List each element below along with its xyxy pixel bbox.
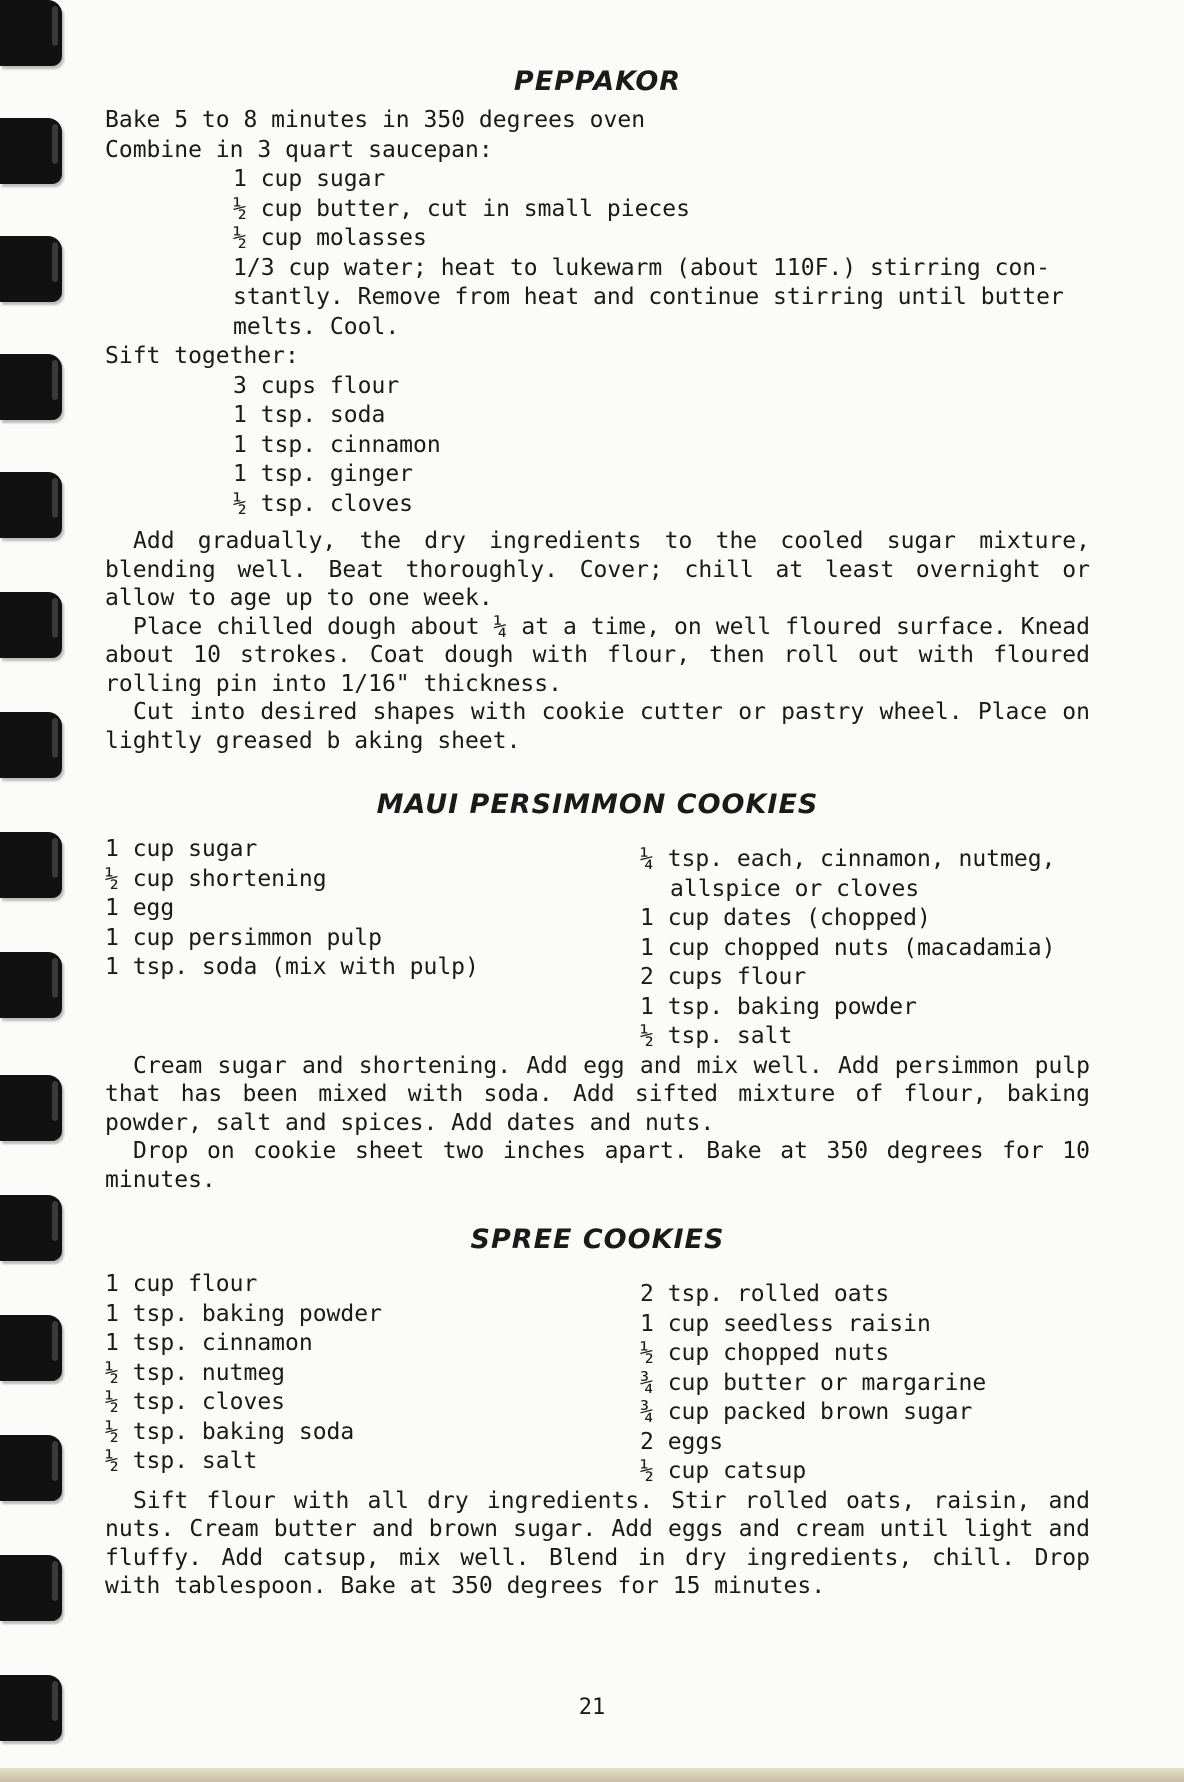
recipe-content xyxy=(105,58,1090,1601)
binding-ring xyxy=(0,236,62,302)
bake-instruction: Bake 5 to 8 minutes in 350 degrees oven xyxy=(105,107,646,133)
instruction-paragraph: Cut into desired shapes with cookie cutter or pastry wheel. Place on lightly greased b aking sheet. xyxy=(105,699,1090,754)
binding-ring xyxy=(0,1195,62,1261)
instruction-paragraph: Cream sugar and shortening. Add egg and mix well. Add persimmon pulp that has been mixed with soda. Add sifted mixture of flour, baking powder, salt and spices. Add dates and nuts. xyxy=(105,1052,1090,1136)
recipe-maui-persimmon xyxy=(105,781,1090,1194)
ingredient-line: 1 cup chopped nuts (macadamia) xyxy=(640,934,1056,961)
ingredient-line: 1 cup flour xyxy=(105,1271,258,1297)
page-bottom-edge xyxy=(0,1768,1184,1782)
ingredient-line: 1/3 cup water; heat to lukewarm (about 110F.) stirring con- xyxy=(233,254,1050,281)
ingredient-line: ½ tsp. cloves xyxy=(233,490,414,517)
ingredient-line: 1 tsp. soda xyxy=(233,402,386,428)
ingredient-line: 1 cup dates (chopped) xyxy=(640,905,931,931)
recipe-spree xyxy=(105,1216,1090,1601)
ingredient-line: ¼ tsp. each, cinnamon, nutmeg, allspice or cloves xyxy=(640,846,1056,902)
ingredient-line: 1 tsp. soda (mix with pulp) xyxy=(105,954,479,980)
instruction-paragraph: Add gradually, the dry ingredients to the cooled sugar mixture, blending well. Beat thoroughly. Cover; chill at least overnight or allow to age up to one week. xyxy=(105,528,1090,611)
ingredient-line: 1 tsp. ginger xyxy=(233,461,414,487)
ingredient-line: ½ tsp. cloves xyxy=(105,1389,286,1415)
recipe-peppakor xyxy=(105,58,1090,755)
ingredient-line: ¾ cup packed brown sugar xyxy=(640,1399,973,1425)
ingredient-line: 2 eggs xyxy=(640,1428,724,1455)
ingredient-line: ¾ cup butter or margarine xyxy=(640,1369,987,1396)
ingredient-line: 1 cup sugar xyxy=(105,836,258,862)
binding-ring xyxy=(0,354,62,420)
ingredient-columns xyxy=(105,835,1090,1052)
ingredient-line: 1 cup sugar xyxy=(233,166,386,192)
instruction-paragraph: Place chilled dough about ¼ at a time, on well floured surface. Knead about 10 strokes. Coat dough with flour, then roll out with floured rolling pin into 1/16" thickness. xyxy=(105,613,1090,697)
binding-ring xyxy=(0,1075,62,1141)
binding-ring xyxy=(0,1555,62,1621)
ingredient-line: ½ cup butter, cut in small pieces xyxy=(233,195,690,222)
spiral-binding xyxy=(0,0,70,1782)
ingredient-line: 1 tsp. cinnamon xyxy=(105,1330,313,1356)
recipe-title: SPREE COOKIES xyxy=(470,1224,725,1255)
ingredient-column-right xyxy=(640,1270,1090,1487)
ingredient-line: melts. Cool. xyxy=(233,313,400,340)
binding-ring xyxy=(0,832,62,898)
ingredient-line: 1 cup seedless raisin xyxy=(640,1310,931,1337)
sift-heading: Sift together: xyxy=(105,343,299,369)
combine-heading: Combine in 3 quart saucepan: xyxy=(105,136,493,163)
ingredient-line: ½ cup chopped nuts xyxy=(640,1340,890,1366)
ingredient-line: ½ tsp. baking soda xyxy=(105,1418,355,1445)
ingredient-line: ½ cup shortening xyxy=(105,865,327,892)
ingredient-column-left xyxy=(105,835,625,1052)
ingredient-line: stantly. Remove from heat and continue stirring until butter xyxy=(233,284,1064,310)
recipe-title: PEPPAKOR xyxy=(513,66,682,97)
binding-ring xyxy=(0,952,62,1018)
ingredient-line: ½ tsp. salt xyxy=(640,1023,793,1049)
recipe-title: MAUI PERSIMMON COOKIES xyxy=(376,789,819,820)
ingredient-line: 2 cups flour xyxy=(640,964,807,990)
ingredient-line: 1 tsp. cinnamon xyxy=(233,431,441,458)
binding-ring xyxy=(0,118,62,184)
ingredient-line: 1 egg xyxy=(105,895,175,921)
binding-ring xyxy=(0,0,62,66)
instruction-paragraph: Sift flour with all dry ingredients. Stir rolled oats, raisin, and nuts. Cream butter and brown sugar. Add eggs and cream until light and fluffy. Add catsup, mix well. Blend in dry ingredients, chill. Drop with tablespoon. Bake at 350 degrees for 15 minutes. xyxy=(105,1487,1090,1599)
ingredient-line: 1 tsp. baking powder xyxy=(640,993,917,1020)
ingredient-line: 1 cup persimmon pulp xyxy=(105,924,382,951)
page-number: 21 xyxy=(578,1695,606,1720)
binding-ring xyxy=(0,1435,62,1501)
ingredient-line: ½ cup molasses xyxy=(233,225,427,251)
binding-ring xyxy=(0,472,62,538)
binding-ring xyxy=(0,712,62,778)
binding-ring xyxy=(0,592,62,658)
ingredient-line: ½ tsp. nutmeg xyxy=(105,1359,286,1386)
ingredient-column-left xyxy=(105,1270,625,1487)
ingredient-line: ½ cup catsup xyxy=(640,1458,807,1484)
binding-ring xyxy=(0,1315,62,1381)
instruction-paragraph: Drop on cookie sheet two inches apart. Bake at 350 degrees for 10 minutes. xyxy=(105,1138,1090,1193)
ingredient-columns xyxy=(105,1270,1090,1487)
ingredient-line: ½ tsp. salt xyxy=(105,1448,258,1474)
ingredient-column-right xyxy=(640,835,1090,1052)
ingredient-line: 2 tsp. rolled oats xyxy=(640,1281,890,1307)
ingredient-line: 3 cups flour xyxy=(233,372,400,399)
ingredient-line: 1 tsp. baking powder xyxy=(105,1300,382,1327)
